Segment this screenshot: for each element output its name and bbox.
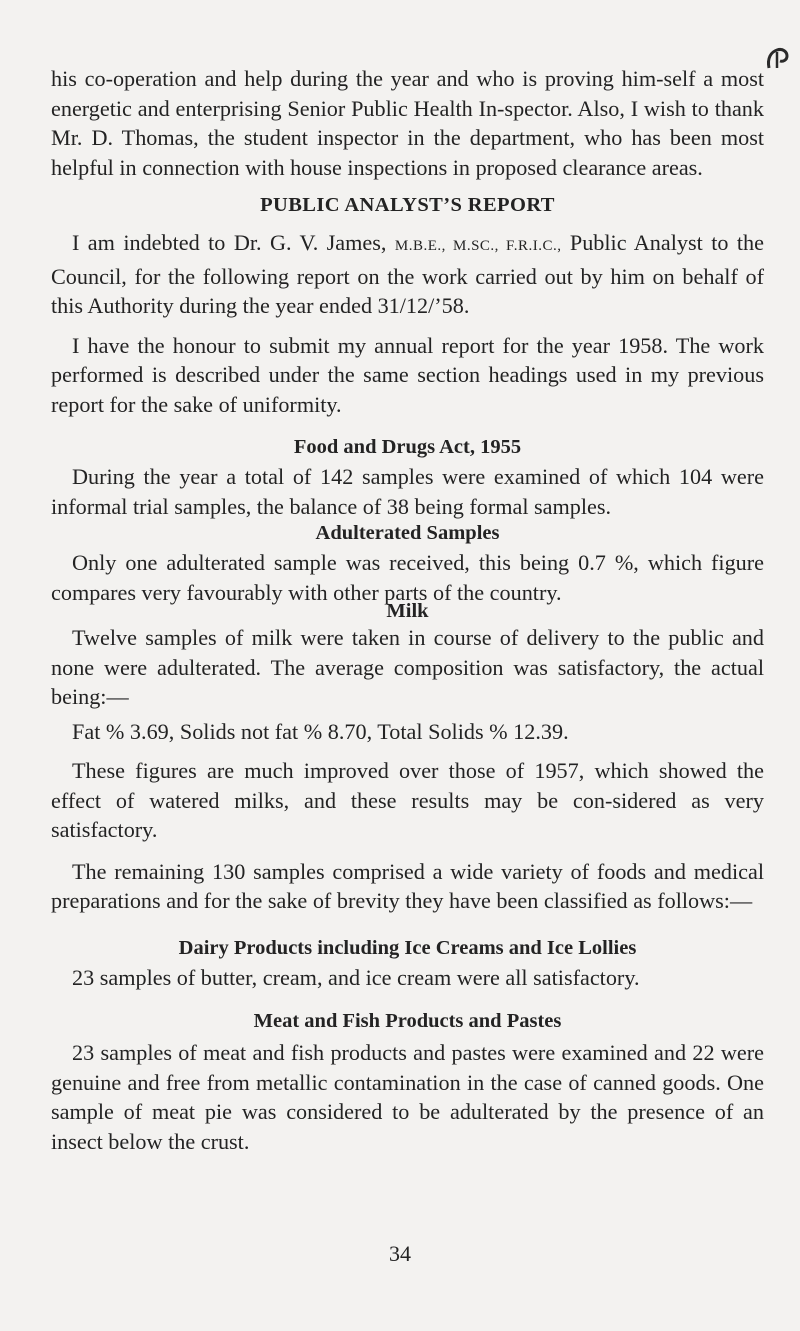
indebted-degrees: M.B.E., M.SC., F.R.I.C.,: [394, 238, 562, 254]
heading-public-analyst: PUBLIC ANALYST’S REPORT: [260, 194, 555, 216]
milk-paragraph: Twelve samples of milk were taken in course of delivery to the public and none were adulterated. The average composition was satisfactory, the actual being:—: [51, 625, 764, 709]
heading-dairy: Dairy Products including Ice Creams and Ice Lollies: [178, 936, 637, 959]
heading-food-drugs: Food and Drugs Act, 1955: [293, 436, 522, 458]
intro-paragraph: his co-operation and help during the year and who is proving him-self a most energetic and enterprising Senior Public Health In-spector. Also, I wish to thank Mr. D. Thomas, the student inspector in the department, who has been most helpful in connection with house inspections in proposed clearance areas.: [51, 66, 764, 180]
milk-improved-paragraph: These figures are much improved over those of 1957, which showed the effect of watered milks, and these results may be con-sidered as very satisfactory.: [51, 758, 764, 842]
corner-mark-icon: [763, 44, 793, 74]
honour-paragraph: I have the honour to submit my annual report for the year 1958. The work performed is described under the same section headings used in my previous report for the sake of uniformity.: [51, 332, 764, 417]
adulterated-paragraph: Only one adulterated sample was received, this being 0.7 %, which figure compares very favourably with other parts of the country.: [51, 550, 764, 605]
heading-meat-fish: Meat and Fish Products and Pastes: [253, 1010, 562, 1032]
heading-milk: Milk: [386, 600, 429, 622]
meat-fish-paragraph: 23 samples of meat and fish products and pastes were examined and 22 were genuine and free from metallic contamination in the case of canned goods. One sample of meat pie was considered to be adulterated by the presence of an insect below the crust.: [51, 1040, 764, 1154]
food-drugs-paragraph: During the year a total of 142 samples were examined of which 104 were informal trial samples, the balance of 38 being formal samples.: [51, 464, 764, 519]
milk-stats: Fat % 3.69, Solids not fat % 8.70, Total Solids % 12.39.: [72, 718, 569, 744]
heading-adulterated: Adulterated Samples: [315, 522, 500, 544]
indebted-text-end: Public Analyst to the Council, for the following report on the work carried out by him on behalf of this Authority during the year ended 31/12/’58.: [51, 230, 764, 318]
page-number: 34: [389, 1241, 411, 1266]
dairy-paragraph: 23 samples of butter, cream, and ice cream were all satisfactory.: [72, 964, 640, 990]
indebted-text-start: I am indebted to Dr. G. V. James,: [72, 230, 395, 255]
remaining-paragraph: The remaining 130 samples comprised a wide variety of foods and medical preparations and for the sake of brevity they have been classified as follows:—: [51, 858, 764, 913]
indebted-paragraph: [51, 228, 764, 321]
